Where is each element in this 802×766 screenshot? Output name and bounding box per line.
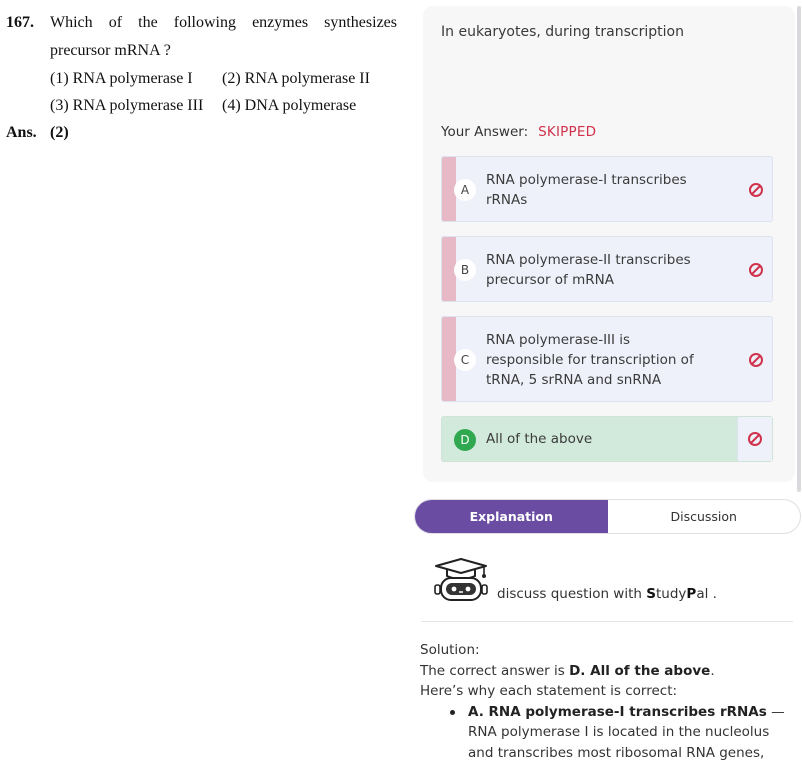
- question-text-line2: precursor mRNA ?: [50, 42, 171, 59]
- option-b[interactable]: [441, 236, 773, 302]
- solution-heading: Solution:: [420, 642, 480, 658]
- solution-correct-answer: D. All of the above: [569, 662, 711, 679]
- option-text-c: [486, 330, 716, 390]
- question-word: of: [108, 14, 123, 31]
- option-letter-c: C: [454, 349, 476, 371]
- question-option-1: (1) RNA polymerase I: [50, 70, 193, 87]
- question-word: the: [138, 14, 158, 31]
- studypal-prompt[interactable]: [497, 586, 717, 602]
- question-word: synthesizes: [324, 14, 397, 31]
- blocked-icon: [747, 431, 763, 447]
- question-option-4: (4) DNA polymerase: [222, 97, 357, 114]
- option-text-b: [486, 250, 716, 290]
- blocked-icon: [748, 352, 764, 368]
- solution-intro-suffix: .: [710, 662, 715, 679]
- option-text-line: RNA polymerase-II transcribes: [486, 252, 691, 268]
- solution-item-a-line: RNA polymerase I is located in the nucleolus: [468, 724, 770, 740]
- option-a[interactable]: [441, 156, 773, 222]
- question-word: Which: [50, 14, 93, 31]
- question-text-line1: [50, 14, 397, 32]
- question-word: enzymes: [252, 14, 309, 31]
- question-word: following: [173, 14, 236, 31]
- solution-intro: [420, 661, 792, 682]
- option-text-line: RNA polymerase-I transcribes: [486, 172, 687, 188]
- divider: [421, 621, 793, 622]
- option-d[interactable]: [441, 416, 773, 462]
- studypal-brand-p: P: [686, 586, 697, 602]
- option-text-line: precursor of mRNA: [486, 272, 614, 288]
- question-number: 167.: [6, 14, 34, 31]
- option-letter-d: D: [454, 429, 476, 451]
- solution-item-a: [420, 702, 792, 764]
- option-text-line: All of the above: [486, 431, 593, 447]
- question-option-3: (3) RNA polymerase III: [50, 97, 204, 114]
- solution-item-a-title: A. RNA polymerase-I transcribes rRNAs: [468, 703, 767, 720]
- blocked-icon: [748, 262, 764, 278]
- option-text-line: rRNAs: [486, 192, 528, 208]
- option-letter-b: B: [454, 259, 476, 281]
- question-stem: In eukaryotes, during transcription: [441, 24, 684, 40]
- tab-bar: [414, 499, 801, 534]
- solution-intro-prefix: The correct answer is: [420, 662, 570, 679]
- solution-item-a-line: and transcribes most ribosomal RNA genes,: [468, 744, 765, 761]
- blocked-icon-container: [737, 417, 772, 461]
- answer-value: (2): [50, 124, 69, 141]
- studypal-brand-s: S: [646, 586, 656, 602]
- scrollbar[interactable]: [797, 6, 801, 492]
- tab-explanation[interactable]: Explanation: [415, 500, 608, 533]
- solution-item-a-dash: —: [766, 703, 785, 720]
- your-answer: [441, 124, 596, 140]
- quiz-card: [423, 6, 795, 482]
- option-text-a: [486, 170, 716, 210]
- studypal-robot-icon[interactable]: [432, 556, 490, 604]
- answer-label: Ans.: [6, 124, 37, 141]
- option-letter-a: A: [454, 179, 476, 201]
- solution-line2: Here’s why each statement is correct:: [420, 683, 678, 699]
- option-c[interactable]: [441, 316, 773, 402]
- question-option-2: (2) RNA polymerase II: [222, 70, 370, 87]
- option-text-d: [486, 429, 716, 449]
- tab-discussion[interactable]: Discussion: [670, 509, 737, 524]
- option-text-line: RNA polymerase-III is: [486, 332, 631, 348]
- solution-section: [420, 640, 792, 763]
- option-text-line: responsible for transcription of: [486, 352, 694, 368]
- your-answer-status: SKIPPED: [538, 124, 597, 140]
- studypal-brand-tudy: tudy: [655, 586, 687, 602]
- option-text-line: tRNA, 5 srRNA and snRNA: [486, 372, 662, 388]
- studypal-brand-al: al: [696, 586, 709, 602]
- your-answer-label: Your Answer:: [441, 124, 529, 140]
- blocked-icon: [748, 182, 764, 198]
- bullet: [450, 710, 455, 715]
- studypal-prefix: discuss question with: [497, 586, 647, 602]
- studypal-suffix: .: [708, 586, 717, 602]
